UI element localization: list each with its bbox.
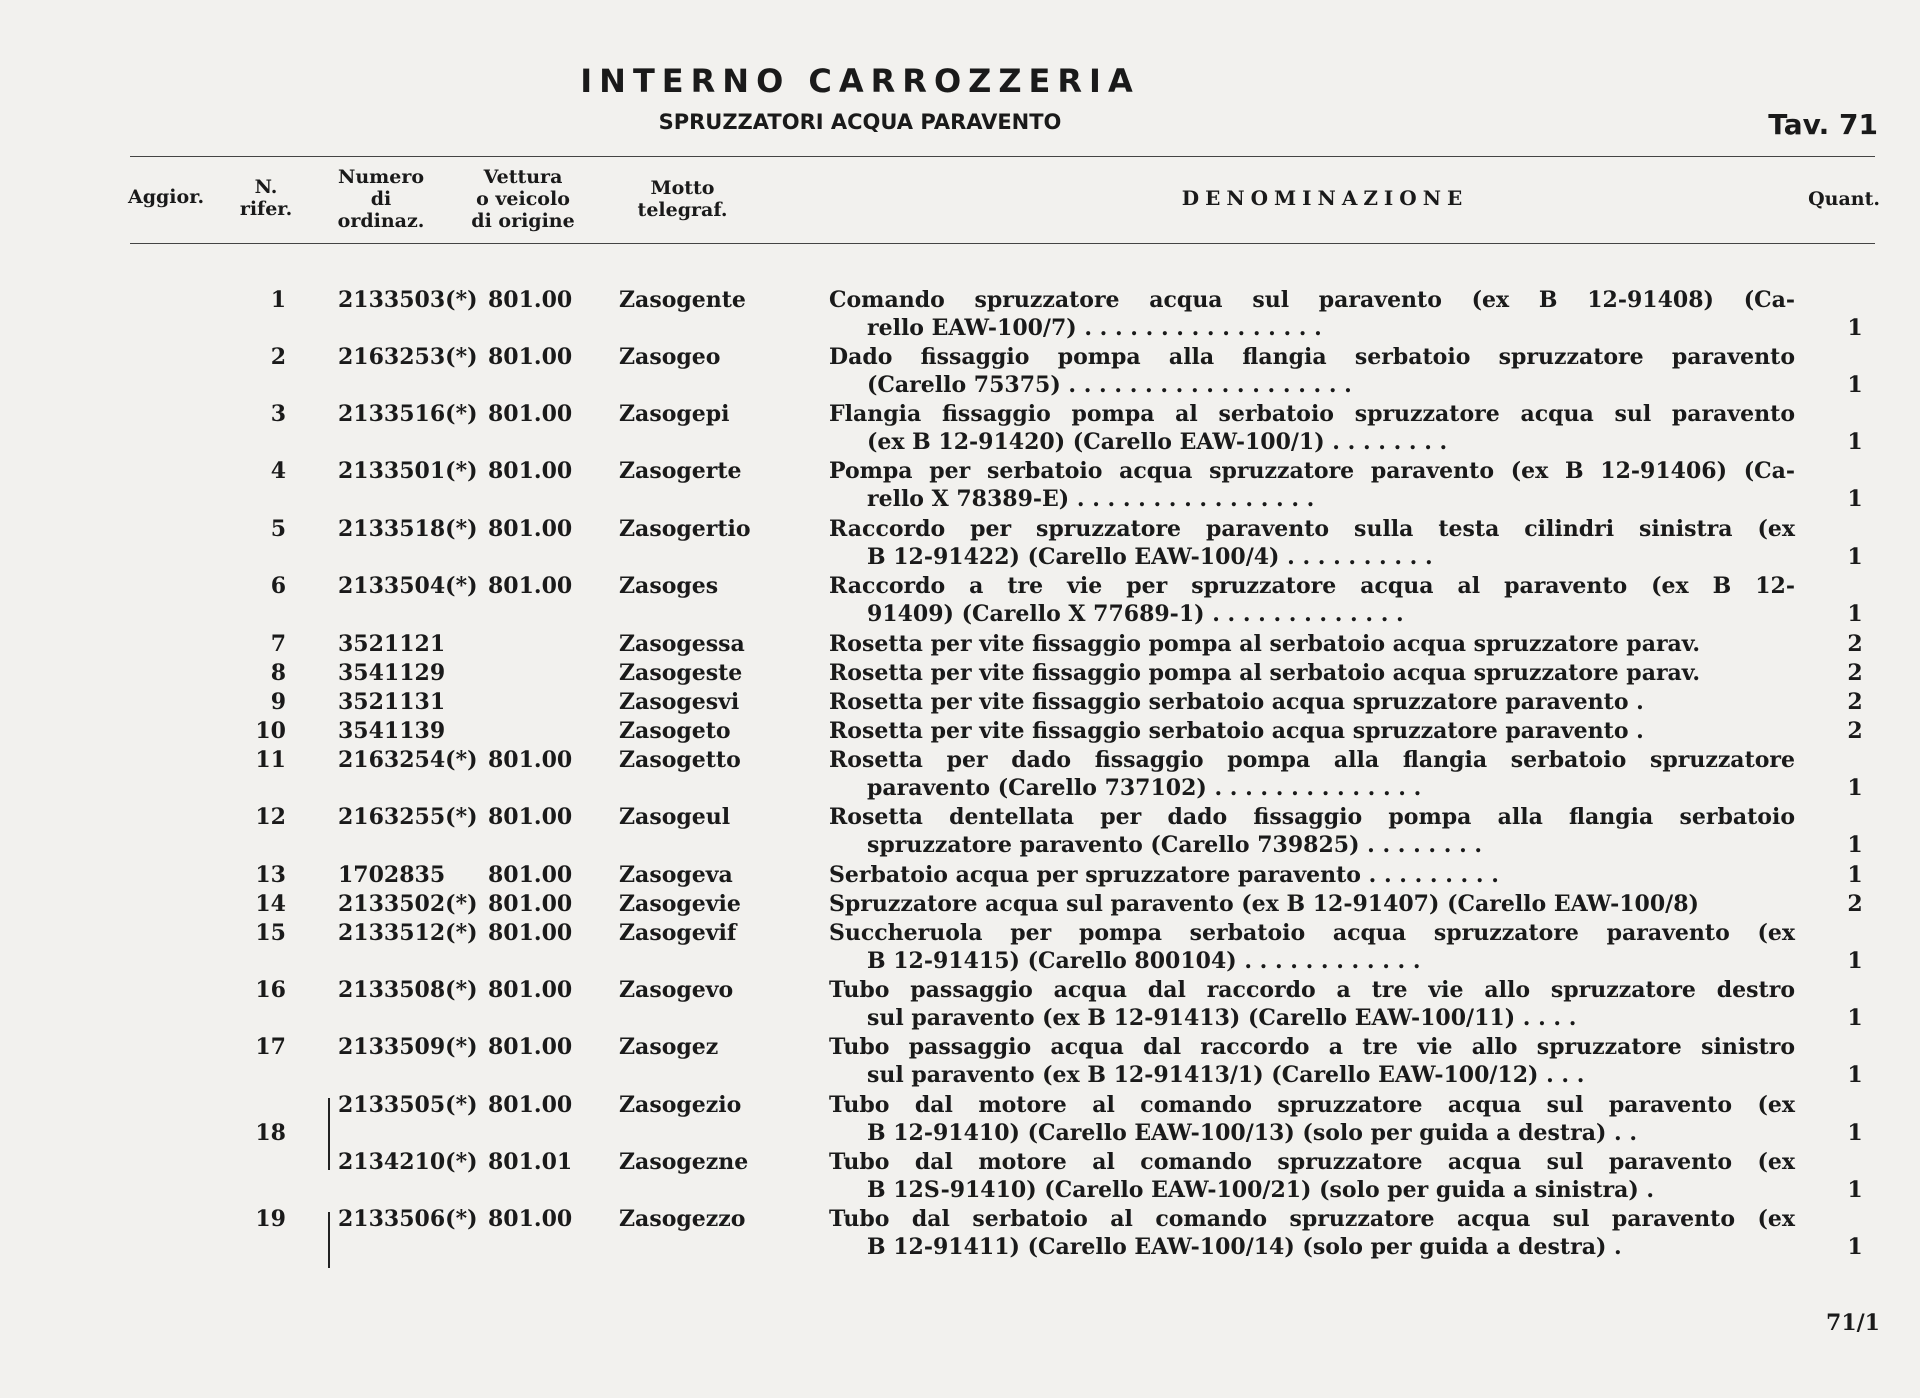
ref-number: 13 [255, 862, 286, 888]
order-number: 3521121 [338, 631, 446, 657]
telegraph-code: Zasogeste [619, 660, 743, 686]
description: Rosetta per vite fissaggio serbatoio acqua spruzzatore paravento . [829, 689, 1644, 715]
table-number: Tav. 71 [1768, 108, 1878, 141]
header-aggior: Aggior. [128, 186, 205, 208]
telegraph-code: Zasogeo [619, 344, 721, 370]
telegraph-code: Zasogessa [619, 631, 745, 657]
vehicle-origin: 801.00 [488, 862, 573, 888]
quantity: 2 [1847, 718, 1863, 744]
vehicle-origin: 801.00 [488, 573, 573, 599]
header-rule-bottom [130, 243, 1875, 244]
description: Rosetta per vite fissaggio pompa al serbatoio acqua spruzzatore parav. [829, 631, 1701, 657]
telegraph-code: Zasogertio [619, 516, 751, 542]
quantity: 1 [1847, 429, 1863, 455]
telegraph-code: Zasogente [619, 287, 746, 313]
telegraph-code: Zasogeva [619, 862, 733, 888]
order-number: 2163255(*) [338, 804, 478, 830]
order-number: 3521131 [338, 689, 446, 715]
description: Rosetta per dado fissaggio pompa alla flangia serbatoio spruzzatore paravento (Carello 737102) . . . . . . . . . . . . . . [829, 747, 1795, 801]
telegraph-code: Zasogevif [619, 920, 737, 946]
vehicle-origin: 801.00 [488, 977, 573, 1003]
description: Succheruola per pompa serbatoio acqua spruzzatore paravento (ex B 12-91415) (Carello 800104) . . . . . . . . . . . . [829, 920, 1795, 974]
order-number: 1702835 [338, 862, 446, 888]
header-rule-top [130, 156, 1875, 157]
order-number: 2163254(*) [338, 747, 478, 773]
quantity: 1 [1847, 1120, 1863, 1146]
vehicle-origin: 801.01 [488, 1149, 573, 1175]
order-number: 3541129 [338, 660, 446, 686]
header-motto: Motto telegraf. [637, 177, 728, 221]
order-number: 2133503(*) [338, 287, 478, 313]
page-number: 71/1 [1826, 1310, 1880, 1336]
telegraph-code: Zasogez [619, 1034, 719, 1060]
vehicle-origin: 801.00 [488, 401, 573, 427]
telegraph-code: Zasogeul [619, 804, 731, 830]
description: Tubo dal motore al comando spruzzatore acqua sul paravento (ex B 12-91410) (Carello EAW-100/13) (solo per guida a destra) . . [829, 1092, 1795, 1146]
ref-number: 11 [255, 747, 286, 773]
vehicle-origin: 801.00 [488, 920, 573, 946]
quantity: 2 [1847, 689, 1863, 715]
quantity: 1 [1847, 315, 1863, 341]
ref-number: 1 [270, 287, 286, 313]
description: Flangia fissaggio pompa al serbatoio spruzzatore acqua sul paravento (ex B 12-91420) (Carello EAW-100/1) . . . . . . . . [829, 401, 1795, 455]
ref-number: 5 [270, 516, 286, 542]
order-number: 2163253(*) [338, 344, 478, 370]
order-number: 2133518(*) [338, 516, 478, 542]
header-rifer: N. rifer. [239, 176, 293, 220]
vehicle-origin: 801.00 [488, 1092, 573, 1118]
ref-number: 3 [270, 401, 286, 427]
telegraph-code: Zasogepi [619, 401, 730, 427]
vehicle-origin: 801.00 [488, 891, 573, 917]
telegraph-code: Zasogezio [619, 1092, 742, 1118]
ref-number: 17 [255, 1034, 286, 1060]
order-number: 2133516(*) [338, 401, 478, 427]
ref-number: 6 [270, 573, 286, 599]
quantity: 1 [1847, 1062, 1863, 1088]
description: Rosetta dentellata per dado fissaggio pompa alla flangia serbatoio spruzzatore paravento (Carello 739825) . . . . . . . . [829, 804, 1795, 858]
description: Pompa per serbatoio acqua spruzzatore paravento (ex B 12-91406) (Ca- rello X 78389-E) . . . . . . . . . . . . . . . . [829, 458, 1795, 512]
ref-number: 7 [270, 631, 286, 657]
telegraph-code: Zasogezne [619, 1149, 749, 1175]
header-quant: Quant. [1808, 188, 1880, 210]
ref-number: 19 [255, 1206, 286, 1232]
ref-number: 9 [270, 689, 286, 715]
telegraph-code: Zasogerte [619, 458, 742, 484]
description: Serbatoio acqua per spruzzatore paravento . . . . . . . . . [829, 862, 1499, 888]
ref-number: 12 [255, 804, 286, 830]
quantity: 1 [1847, 544, 1863, 570]
order-number: 2133508(*) [338, 977, 478, 1003]
order-number: 2133512(*) [338, 920, 478, 946]
order-number: 2133502(*) [338, 891, 478, 917]
header-vettura: Vettura o veicolo di origine [471, 166, 575, 232]
description: Tubo dal motore al comando spruzzatore acqua sul paravento (ex B 12S-91410) (Carello EAW-100/21) (solo per guida a sinistra) . [829, 1149, 1795, 1203]
quantity: 1 [1847, 862, 1863, 888]
ref-number: 8 [270, 660, 286, 686]
description: Tubo passaggio acqua dal raccordo a tre vie allo spruzzatore destro sul paravento (ex B 12-91413) (Carello EAW-100/11) . . . . [829, 977, 1795, 1031]
quantity: 1 [1847, 1234, 1863, 1260]
vehicle-origin: 801.00 [488, 1206, 573, 1232]
quantity: 1 [1847, 601, 1863, 627]
quantity: 1 [1847, 948, 1863, 974]
quantity: 2 [1847, 891, 1863, 917]
vehicle-origin: 801.00 [488, 1034, 573, 1060]
order-number: 2133509(*) [338, 1034, 478, 1060]
quantity: 1 [1847, 1005, 1863, 1031]
description: Dado fissaggio pompa alla flangia serbatoio spruzzatore paravento (Carello 75375) . . . . . . . . . . . . . . . . . . . [829, 344, 1795, 398]
vehicle-origin: 801.00 [488, 344, 573, 370]
quantity: 1 [1847, 775, 1863, 801]
vehicle-origin: 801.00 [488, 804, 573, 830]
ref-number: 2 [270, 344, 286, 370]
page-title: INTERNO CARROZZERIA [580, 62, 1140, 100]
telegraph-code: Zasogezzo [619, 1206, 746, 1232]
quantity: 1 [1847, 1177, 1863, 1203]
quantity: 1 [1847, 832, 1863, 858]
telegraph-code: Zasogevo [619, 977, 734, 1003]
ref-number: 16 [255, 977, 286, 1003]
ref-number: 4 [270, 458, 286, 484]
order-number: 2133505(*) [338, 1092, 478, 1118]
ref-number: 15 [255, 920, 286, 946]
description: Tubo passaggio acqua dal raccordo a tre vie allo spruzzatore sinistro sul paravento (ex B 12-91413/1) (Carello EAW-100/12) . . . [829, 1034, 1795, 1088]
telegraph-code: Zasogetto [619, 747, 741, 773]
quantity: 2 [1847, 631, 1863, 657]
description: Rosetta per vite fissaggio pompa al serbatoio acqua spruzzatore parav. [829, 660, 1701, 686]
description: Raccordo per spruzzatore paravento sulla testa cilindri sinistra (ex B 12-91422) (Carello EAW-100/4) . . . . . . . . . . [829, 516, 1795, 570]
vehicle-origin: 801.00 [488, 747, 573, 773]
vehicle-origin: 801.00 [488, 458, 573, 484]
description: Comando spruzzatore acqua sul paravento (ex B 12-91408) (Ca- rello EAW-100/7) . . . . . . . . . . . . . . . . [829, 287, 1795, 341]
ref-number-group-18: 18 [255, 1120, 286, 1146]
description: Spruzzatore acqua sul paravento (ex B 12-91407) (Carello EAW-100/8) [829, 891, 1699, 917]
telegraph-code: Zasoges [619, 573, 719, 599]
description: Rosetta per vite fissaggio serbatoio acqua spruzzatore paravento . [829, 718, 1644, 744]
group-brace [328, 1212, 330, 1268]
ref-number: 10 [255, 718, 286, 744]
quantity: 1 [1847, 486, 1863, 512]
description: Raccordo a tre vie per spruzzatore acqua al paravento (ex B 12- 91409) (Carello X 77689-1) . . . . . . . . . . . . . [829, 573, 1795, 627]
header-denominazione: DENOMINAZIONE [1181, 186, 1469, 210]
order-number: 2133506(*) [338, 1206, 478, 1232]
telegraph-code: Zasogeto [619, 718, 731, 744]
vehicle-origin: 801.00 [488, 516, 573, 542]
telegraph-code: Zasogesvi [619, 689, 740, 715]
order-number: 3541139 [338, 718, 446, 744]
quantity: 2 [1847, 660, 1863, 686]
ref-number: 14 [255, 891, 286, 917]
vehicle-origin: 801.00 [488, 287, 573, 313]
quantity: 1 [1847, 372, 1863, 398]
order-number: 2133501(*) [338, 458, 478, 484]
header-numero: Numero di ordinaz. [337, 166, 425, 232]
page-subtitle: SPRUZZATORI ACQUA PARAVENTO [658, 110, 1062, 134]
order-number: 2133504(*) [338, 573, 478, 599]
telegraph-code: Zasogevie [619, 891, 741, 917]
description: Tubo dal serbatoio al comando spruzzatore acqua sul paravento (ex B 12-91411) (Carello EAW-100/14) (solo per guida a destra) . [829, 1206, 1795, 1260]
group-brace [328, 1098, 330, 1170]
order-number: 2134210(*) [338, 1149, 478, 1175]
